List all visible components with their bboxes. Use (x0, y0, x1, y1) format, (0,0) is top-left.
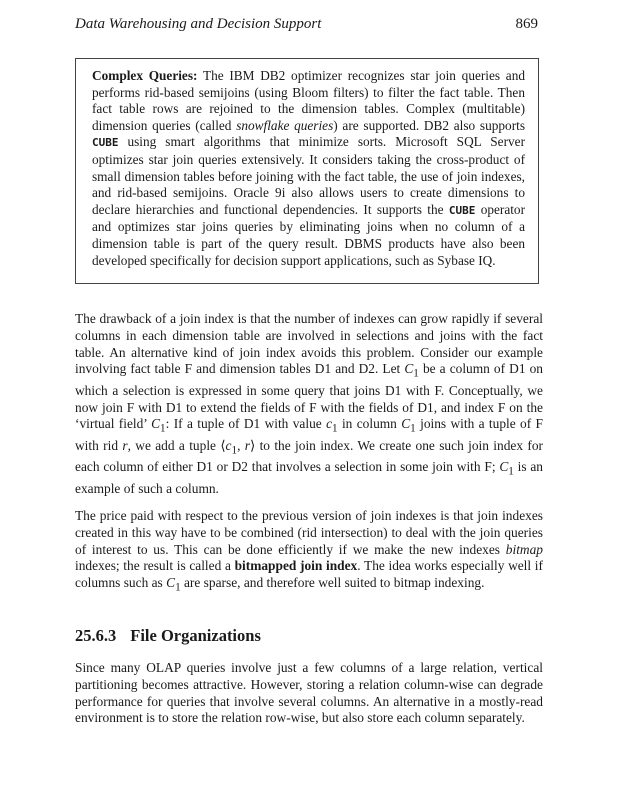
box-lead: Complex Queries: (92, 68, 198, 83)
p2-text-b: indexes; the result is called a (75, 558, 235, 574)
p1-sub: 1 (231, 444, 238, 457)
p1-sub: 1 (413, 368, 419, 381)
p1-text-e: joins with a tuple of F with rid (75, 416, 543, 453)
box-cube-keyword-1: CUBE (92, 136, 119, 150)
box-text-italic: snowflake queries (236, 117, 334, 133)
paragraph-join-index-drawback (75, 311, 543, 498)
box-text-1: The IBM DB2 optimizer recognizes star join queries and performs rid-based semijoins (using Bloom filters) to filter the fact table. Then fact table rows are rejoined to the dimension tables. Complex (multitable) dimension queries (called (92, 68, 525, 133)
p1-var-c: C (499, 459, 509, 475)
running-header (75, 16, 538, 36)
p1-text-c: : If a tuple of D1 with value (165, 416, 327, 432)
p2-text-d: are sparse, and therefore well suited to bitmap indexing. (180, 575, 485, 591)
p1-var-c: C (404, 361, 414, 377)
p1-sub: 1 (410, 423, 416, 436)
p2-text-a: The price paid with respect to the previous version of join indexes is that join indexes created in this way have to be combined (rid intersection) to deal with the join queries of interest to us. This can be done efficiently if we make the new indexes (75, 508, 543, 557)
p1-text-g: , (237, 437, 245, 453)
p1-text-h: ⟩ to the join index. We create one such join index for each column of either D1 or D2 that involves a selection in some join with F; (75, 437, 543, 475)
paragraph-bitmapped-join-index (75, 508, 543, 597)
box-text-4: operator and optimizes star joins queries by eliminating joins when no column of a dimension table is part of the query result. DBMS products have also been developed specifically for decision support applications, such as Sybase IQ. (92, 201, 526, 268)
section-number: 25.6.3 (75, 626, 117, 645)
p1-var-r: r (122, 437, 128, 453)
p1-sub: 1 (160, 423, 166, 436)
complex-queries-text (92, 68, 525, 269)
box-text-3: using smart algorithms that minimize sorts. Microsoft SQL Server optimizes star join queries extensively. It considers taking the cross-product of small dimension tables before joining with the fact table, the use of join indexes, and rid-based semijoins. Oracle 9i also allows users to create dimensions to declare hierarchies and functional dependencies. It supports the (92, 134, 525, 217)
p1-text-a: The drawback of a join index is that the number of indexes can grow rapidly if several columns in each dimension table are involved in selections and joins with the fact table. An alternative kind of join index avoids this problem. Consider our example involving fact table F and dimension tables D1 and D2. Let (75, 311, 543, 377)
p1-var-value: c (225, 437, 232, 453)
p1-var-value: c (326, 416, 333, 432)
p1-text-d: in column (337, 416, 402, 432)
p2-sub: 1 (175, 581, 181, 594)
paragraph-file-organizations: Since many OLAP queries involve just a few columns of a large relation, vertical partitioning becomes attractive. However, storing a relation column-wise can degrade performance for queries that involve several columns. An alternative in a mostly-read environment is to store the relation row-wise, but also store each column separately. (75, 660, 543, 726)
p1-var-c: C (151, 416, 161, 432)
p2-term-bitmapped-join-index: bitmapped join index (234, 558, 358, 574)
p1-var-r: r (244, 437, 250, 453)
p1-sub: 1 (332, 423, 338, 436)
p1-sub: 1 (508, 466, 514, 479)
section-heading (75, 626, 261, 646)
running-header-title: Data Warehousing and Decision Support (75, 16, 322, 32)
p2-text-c: . The idea works especially well if columns such as (75, 558, 543, 591)
box-cube-keyword-2: CUBE (448, 203, 476, 217)
p1-text-b: be a column of D1 on which a selection is expressed in some query that joins D1 with F. Conceptually, we now join F with D1 to extend the fields of F with the fields of D1, and index F on the ‘virtual field’ (75, 361, 544, 432)
section-title: File Organizations (130, 626, 261, 645)
p2-italic-bitmap: bitmap (505, 541, 543, 557)
box-text-2: ) are supported. DB2 also supports (333, 117, 525, 133)
p1-text-f: , we add a tuple ⟨ (127, 437, 226, 453)
p2-var-c: C (166, 575, 176, 591)
page-number: 869 (515, 16, 538, 32)
p1-var-c: C (401, 416, 411, 432)
complex-queries-box (75, 58, 539, 284)
p1-text-i: is an example of such a column. (75, 459, 543, 496)
